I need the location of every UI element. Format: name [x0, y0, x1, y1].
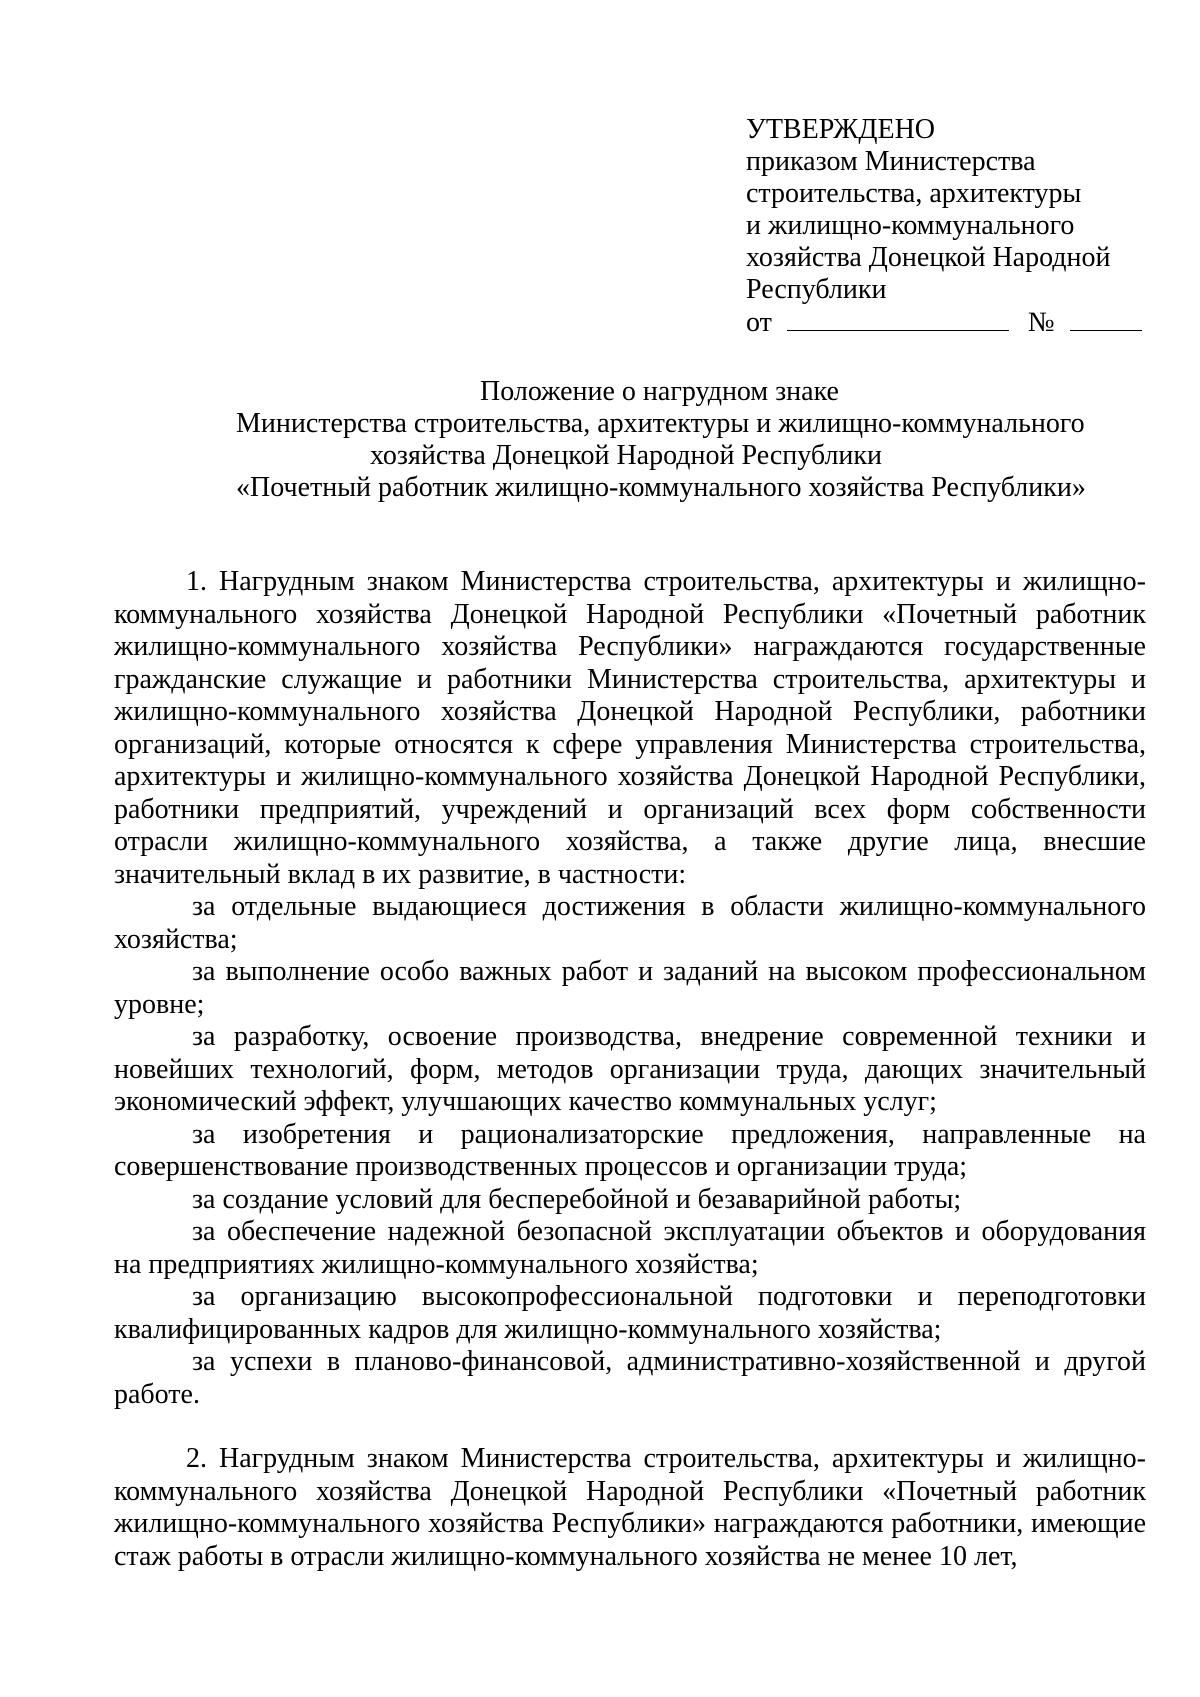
list-item: за разработку, освоение производства, внедрение современной техники и новейших технологий, форм, методов организации труда, дающих значительный экономический эффект, улучшающих качество коммунальных услуг; [114, 1021, 1146, 1117]
date-prefix: от [746, 307, 772, 338]
list-item: за организацию высокопрофессиональной подготовки и переподготовки квалифицированных кадров для жилищно-коммунального хозяйства; [114, 1281, 1146, 1345]
date-blank-field[interactable] [787, 306, 1009, 331]
list-item: за обеспечение надежной безопасной эксплуатации объектов и оборудования на предприятиях жилищно-коммунального хозяйства; [114, 1216, 1146, 1280]
approval-date-line [746, 306, 1166, 338]
paragraph-2: 2. Нагрудным знаком Министерства строительства, архитектуры и жилищно-коммунального хозяйства Донецкой Народной Республики «Почетный работник жилищно-коммунального хозяйства Республики» награждаются работники, имеющие стаж работы в отрасли жилищно-коммунального хозяйства не менее 10 лет, [114, 1443, 1146, 1572]
list-item: за отдельные выдающиеся достижения в области жилищно-коммунального хозяйства; [114, 891, 1146, 955]
approval-line: приказом Министерства [746, 146, 1036, 177]
title-line: хозяйства Донецкой Народной Республики [370, 440, 882, 471]
approval-stamp-block [746, 114, 1166, 338]
approval-line: и жилищно-коммунального [746, 210, 1075, 241]
list-item: за создание условий для бесперебойной и безаварийной работы; [192, 1183, 962, 1215]
number-sign: № [1027, 307, 1055, 338]
approval-line: строительства, архитектуры [746, 178, 1082, 209]
document-title [112, 376, 1200, 504]
title-line: Министерства строительства, архитектуры и жилищно-коммунального [236, 408, 1085, 439]
paragraph-1: 1. Нагрудным знаком Министерства строительства, архитектуры и жилищно-коммунального хозяйства Донецкой Народной Республики «Почетный работник жилищно-коммунального хозяйства Республики» награждаются государственные гражданские служащие и работники Министерства строительства, архитектуры и жилищно-коммунального хозяйства Донецкой Народной Республики, работники организаций, которые относятся к сфере управления Министерства строительства, архитектуры и жилищно-коммунального хозяйства Донецкой Народной Республики, работники предприятий, учреждений и организаций всех форм собственности отрасли жилищно-коммунального хозяйства, а также другие лица, внесшие значительный вклад в их развитие, в частности: [114, 566, 1146, 890]
title-line: «Почетный работник жилищно-коммунального хозяйства Республики» [236, 472, 1086, 503]
approval-line: Республики [746, 274, 887, 305]
approval-heading: УТВЕРЖДЕНО [746, 114, 936, 145]
list-item: за выполнение особо важных работ и заданий на высоком профессиональном уровне; [114, 956, 1146, 1020]
title-line: Положение о нагрудном знаке [480, 376, 839, 407]
list-item: за успехи в планово-финансовой, административно-хозяйственной и другой работе. [114, 1346, 1146, 1410]
list-item: за изобретения и рационализаторские предложения, направленные на совершенствование производственных процессов и организации труда; [114, 1118, 1146, 1182]
approval-line: хозяйства Донецкой Народной [746, 242, 1111, 273]
document-body [114, 566, 1146, 1573]
number-blank-field[interactable] [1070, 306, 1142, 331]
